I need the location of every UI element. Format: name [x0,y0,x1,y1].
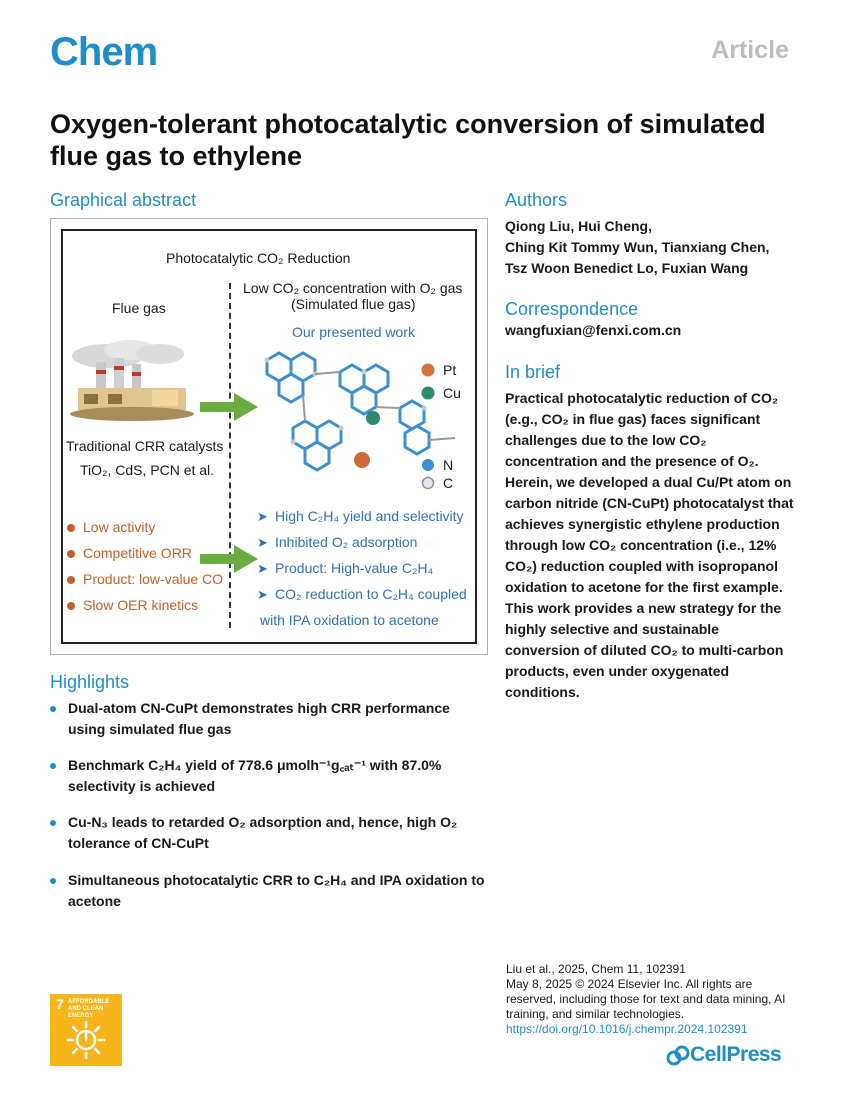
ga-con-item: Slow OER kinetics [83,597,199,613]
publisher-logo: CellPress [690,1043,782,1066]
correspondence-email[interactable]: wangfuxian@fenxi.com.cn [505,322,682,338]
ga-presented-label: Our presented work [292,324,415,340]
bullet-icon [67,550,75,558]
correspondence-heading: Correspondence [505,299,639,319]
ga-pro-item: Product: High-value C₂H₄ [275,560,434,576]
bullet-icon [50,878,56,884]
ga-pro-item: CO₂ reduction to C₂H₄ coupled [275,586,467,602]
ga-right-title-2: (Simulated flue gas) [291,296,416,312]
ga-pro-item-continued: with IPA oxidation to acetone [260,612,439,628]
atom-legend-icons [420,362,436,492]
pt-atom-icon [422,364,435,377]
highlight-item: Benchmark C₂H₄ yield of 778.6 μmolh⁻¹g꜀ₐₜ⁻¹ with 87.0% selectivity is achieved [68,757,442,794]
doi-link[interactable]: https://doi.org/10.1016/j.chempr.2024.102391 [506,1022,748,1036]
legend-pt: Pt [443,362,457,378]
highlight-item: Simultaneous photocatalytic CRR to C₂H₄ and IPA oxidation to acetone [68,872,485,909]
bullet-icon [50,706,56,712]
green-arrow-icon [200,545,258,573]
graphical-abstract-heading: Graphical abstract [50,190,197,210]
ga-traditional-label: Traditional CRR catalysts [66,438,224,454]
ga-con-item: Product: low-value CO [83,571,224,587]
ga-right-title-1: Low CO₂ concentration with O₂ gas [243,280,463,296]
sdg-label: AFFORDABLE AND CLEAN ENERGY [68,999,110,1019]
sdg-number: 7 [56,996,64,1012]
legend-cu: Cu [443,385,461,401]
in-brief-heading: In brief [505,362,561,382]
article-title: Oxygen-tolerant photocatalytic conversion of simulated flue gas to ethylene [50,109,766,171]
arrowhead-icon: ➤ [257,587,268,602]
in-brief-text: Practical photocatalytic reduction of CO₂ (e.g., CO₂ in flue gas) faces significant challenges due to the low CO₂ concentration and the presence of O₂. Herein, we developed a dual Cu/Pt atom on carbon nitride (CN-CuPt) photocatalyst that achieves synergistic ethylene production through low CO₂ concentration (i.e., 12% CO₂) reduction coupled with isopropanol oxidation to acetone for the first example. This work provides a new strategy for the highly selective and sustainable conversion of diluted CO₂ to multi-carbon products, even under oxygenated conditions. [505,390,794,700]
ga-pro-item: Inhibited O₂ adsorption [275,534,418,550]
ga-top-title: Photocatalytic CO₂ Reduction [166,250,351,266]
legend-c: C [443,475,454,491]
factory-illustration [68,340,198,425]
highlight-item: Cu-N₃ leads to retarded O₂ adsorption and, hence, high O₂ tolerance of CN-CuPt [68,814,458,851]
bullet-icon [67,602,75,610]
arrowhead-icon: ➤ [257,535,268,550]
author-list [505,216,805,279]
authors-heading: Authors [505,190,568,210]
sun-power-icon [66,1020,106,1060]
author-line: Qiong Liu, Hui Cheng, [505,218,652,234]
legend-n: N [443,457,454,473]
arrowhead-icon: ➤ [257,509,268,524]
citation-rights: May 8, 2025 © 2024 Elsevier Inc. All rights are reserved, including those for text and data mining, AI training, and similar technologies. [506,977,786,1021]
ga-con-item: Competitive ORR [83,545,192,561]
citation-block [506,962,796,1037]
journal-logo: Chem [50,30,158,74]
ga-pro-item: High C₂H₄ yield and selectivity [275,508,464,524]
c-atom-icon [423,478,434,489]
citation-reference: Liu et al., 2025, Chem 11, 102391 [506,962,686,976]
author-line: Tsz Woon Benedict Lo, Fuxian Wang [505,260,749,276]
n-atom-icon [422,459,434,471]
article-type-label: Article [711,36,789,64]
ga-dashed-divider [229,283,231,628]
highlight-item: Dual-atom CN-CuPt demonstrates high CRR performance using simulated flue gas [68,700,450,737]
bullet-icon [67,576,75,584]
highlights-heading: Highlights [50,672,130,692]
cellpress-logo-icon [666,1045,690,1067]
bullet-icon [50,820,56,826]
ga-con-item: Low activity [83,519,156,535]
arrowhead-icon: ➤ [257,561,268,576]
ga-traditional-examples: TiO₂, CdS, PCN et al. [80,462,215,478]
bullet-icon [67,524,75,532]
author-line: Ching Kit Tommy Wun, Tianxiang Chen, [505,239,770,255]
bullet-icon [50,763,56,769]
cu-atom-icon [422,387,435,400]
sdg-7-badge [50,994,122,1066]
ga-flue-gas-label: Flue gas [112,300,166,316]
